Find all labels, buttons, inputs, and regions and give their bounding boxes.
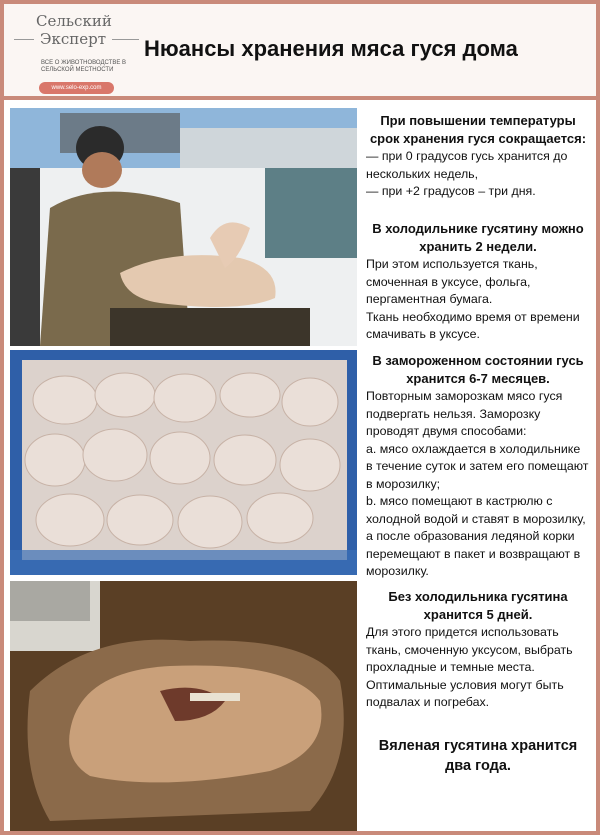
section-frozen-line: Повторным заморозкам мясо гуся подвергать нельзя. Заморозку проводят двумя способами: bbox=[366, 389, 563, 438]
photo-frozen-geese bbox=[10, 350, 357, 575]
section-temperature-heading: При повышении температуры срок хранения гуся сокращается: bbox=[369, 113, 587, 146]
section-fridge bbox=[366, 220, 590, 344]
section-fridge-line: Ткань необходимо время от времени смачивать в уксусе. bbox=[366, 309, 580, 341]
section-no-fridge-heading: Без холодильника гусятина хранится 5 дней. bbox=[388, 589, 568, 622]
photo-man-with-goose-illustration bbox=[10, 108, 357, 346]
section-temperature-line: — при +2 градусов – три дня. bbox=[366, 184, 536, 198]
photo-goose-in-foil-illustration bbox=[10, 581, 357, 831]
section-fridge-line: При этом используется ткань, смоченная в уксусе, фольга, пергаментная бумага. bbox=[366, 257, 538, 306]
section-fridge-heading: В холодильнике гусятину можно хранить 2 недели. bbox=[372, 221, 584, 254]
header bbox=[4, 4, 596, 96]
logo-line1: Сельский bbox=[36, 12, 112, 30]
section-no-fridge-line: Для этого придется использовать ткань, смоченную уксусом, выбрать прохладные и темные места. bbox=[366, 625, 573, 674]
section-temperature bbox=[366, 112, 590, 201]
section-frozen-line: a. мясо охлаждается в холодильнике в течение суток и затем его помещают в морозилку; bbox=[366, 441, 589, 491]
logo-rule-right bbox=[112, 39, 139, 40]
photo-goose-in-foil bbox=[10, 581, 357, 831]
logo-line2: Эксперт bbox=[40, 30, 107, 48]
section-temperature-line: — при 0 градусов гусь хранится до нескольких недель, bbox=[366, 149, 568, 181]
page-frame bbox=[4, 4, 596, 831]
photo-frozen-geese-illustration bbox=[10, 350, 357, 575]
section-dried bbox=[366, 736, 590, 776]
logo-url: www.selo-exp.com bbox=[39, 82, 114, 94]
photo-man-with-goose bbox=[10, 108, 357, 346]
logo-rule-left bbox=[14, 39, 34, 40]
logo-tagline: ВСЕ О ЖИВОТНОВОДСТВЕ В СЕЛЬСКОЙ МЕСТНОСТИ bbox=[41, 60, 126, 73]
section-no-fridge bbox=[366, 588, 590, 712]
section-no-fridge-line: Оптимальные условия могут быть подвалах и погребах. bbox=[366, 677, 564, 709]
section-frozen-heading: В замороженном состоянии гусь хранится 6-7 месяцев. bbox=[372, 353, 584, 386]
logo bbox=[14, 12, 139, 96]
content bbox=[4, 100, 596, 831]
section-dried-heading: Вяленая гусятина хранится два года. bbox=[378, 738, 578, 774]
page-title: Нюансы хранения мяса гуся дома bbox=[144, 36, 518, 61]
section-frozen-line: b. мясо помещают в кастрюлю с холодной водой и ставят в морозилку, а после образования ледяной корки перемещают в пакет и возвращают в морозилку. bbox=[366, 494, 586, 578]
section-frozen bbox=[366, 352, 590, 581]
